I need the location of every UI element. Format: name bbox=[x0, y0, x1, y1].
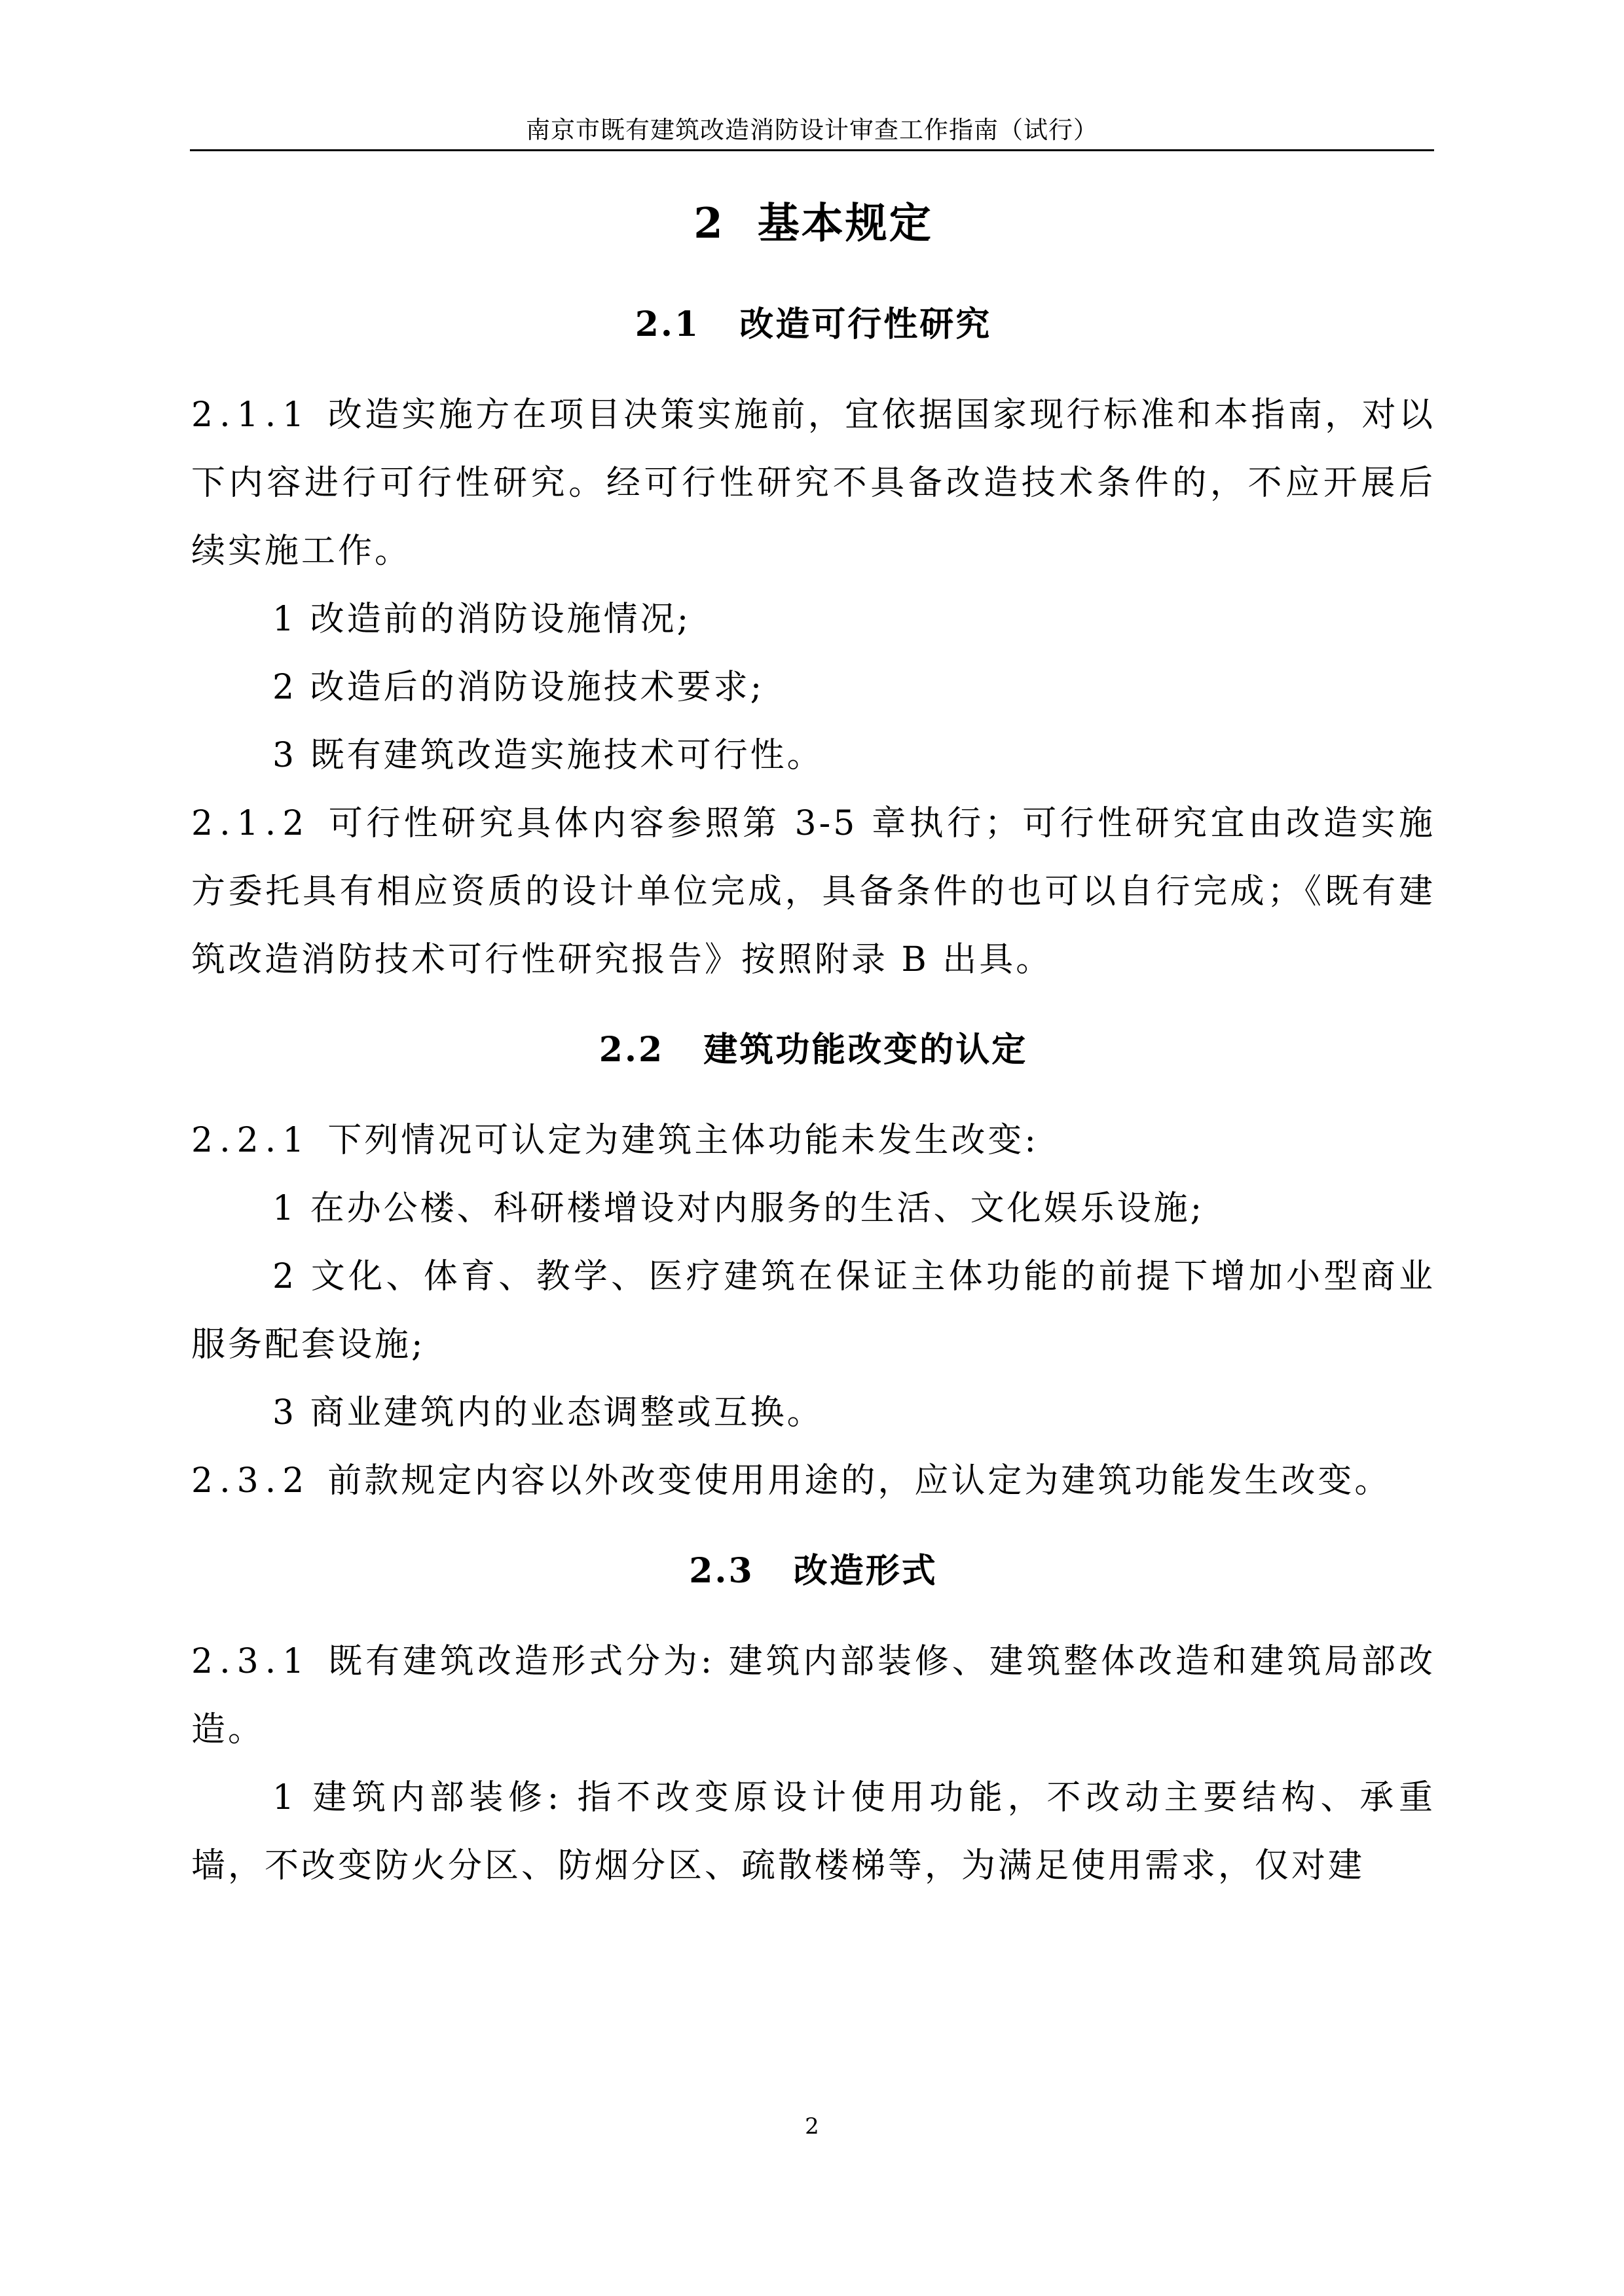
header-divider bbox=[190, 149, 1434, 151]
section-heading bbox=[191, 291, 1435, 359]
chapter-number: 2 bbox=[693, 199, 725, 248]
clause-text: 改造实施方在项目决策实施前，宜依据国家现行标准和本指南，对以下内容进行可行性研究。经可行性研究不具备改造技术条件的，不应开展后续实施工作。 bbox=[191, 395, 1435, 571]
section-title: 建筑功能改变的认定 bbox=[703, 1030, 1028, 1070]
list-item: 3 既有建筑改造实施技术可行性。 bbox=[272, 736, 824, 775]
clause-number: 2.3.1 bbox=[191, 1642, 311, 1681]
list-item: 2 文化、体育、教学、医疗建筑在保证主体功能的前提下增加小型商业服务配套设施; bbox=[191, 1257, 1435, 1364]
chapter-heading bbox=[191, 190, 1435, 258]
clause-number: 2.1.2 bbox=[191, 804, 311, 843]
clause-number: 2.1.1 bbox=[191, 395, 311, 435]
section-title: 改造形式 bbox=[793, 1551, 938, 1591]
page-content bbox=[191, 190, 1435, 1900]
section-number: 2.3 bbox=[689, 1551, 754, 1591]
clause bbox=[191, 1106, 1435, 1175]
clause-text: 可行性研究具体内容参照第 3-5 章执行；可行性研究宜由改造实施方委托具有相应资质的设计单位完成，具备条件的也可以自行完成；《既有建筑改造消防技术可行性研究报告》按照附录 B 出具。 bbox=[191, 804, 1435, 979]
clause-text: 下列情况可认定为建筑主体功能未发生改变: bbox=[327, 1121, 1039, 1160]
list-item: 1 改造前的消防设施情况; bbox=[272, 600, 692, 639]
clause bbox=[191, 381, 1435, 585]
section-number: 2.2 bbox=[599, 1030, 665, 1070]
page-number: 2 bbox=[805, 2113, 819, 2140]
list-item: 3 商业建筑内的业态调整或互换。 bbox=[272, 1393, 824, 1432]
list-item: 1 建筑内部装修: 指不改变原设计使用功能，不改动主要结构、承重墙，不改变防火分区、防烟分区、疏散楼梯等，为满足使用需求，仅对建 bbox=[191, 1778, 1435, 1886]
clause-text: 既有建筑改造形式分为: 建筑内部装修、建筑整体改造和建筑局部改造。 bbox=[191, 1642, 1435, 1749]
running-header: 南京市既有建筑改造消防设计审查工作指南（试行） bbox=[526, 116, 1098, 144]
clause bbox=[191, 790, 1435, 994]
list-item: 1 在办公楼、科研楼增设对内服务的生活、文化娱乐设施; bbox=[272, 1189, 1205, 1228]
section-title: 改造可行性研究 bbox=[739, 304, 992, 344]
clause-number: 2.3.2 bbox=[191, 1461, 311, 1501]
clause bbox=[191, 1447, 1435, 1515]
section-number: 2.1 bbox=[635, 304, 701, 344]
chapter-title: 基本规定 bbox=[757, 199, 933, 248]
section-heading bbox=[191, 1537, 1435, 1605]
section-heading bbox=[191, 1016, 1435, 1084]
clause bbox=[191, 1628, 1435, 1764]
clause-number: 2.2.1 bbox=[191, 1121, 311, 1160]
list-item: 2 改造后的消防设施技术要求; bbox=[272, 668, 765, 707]
clause-text: 前款规定内容以外改变使用用途的，应认定为建筑功能发生改变。 bbox=[327, 1461, 1392, 1501]
